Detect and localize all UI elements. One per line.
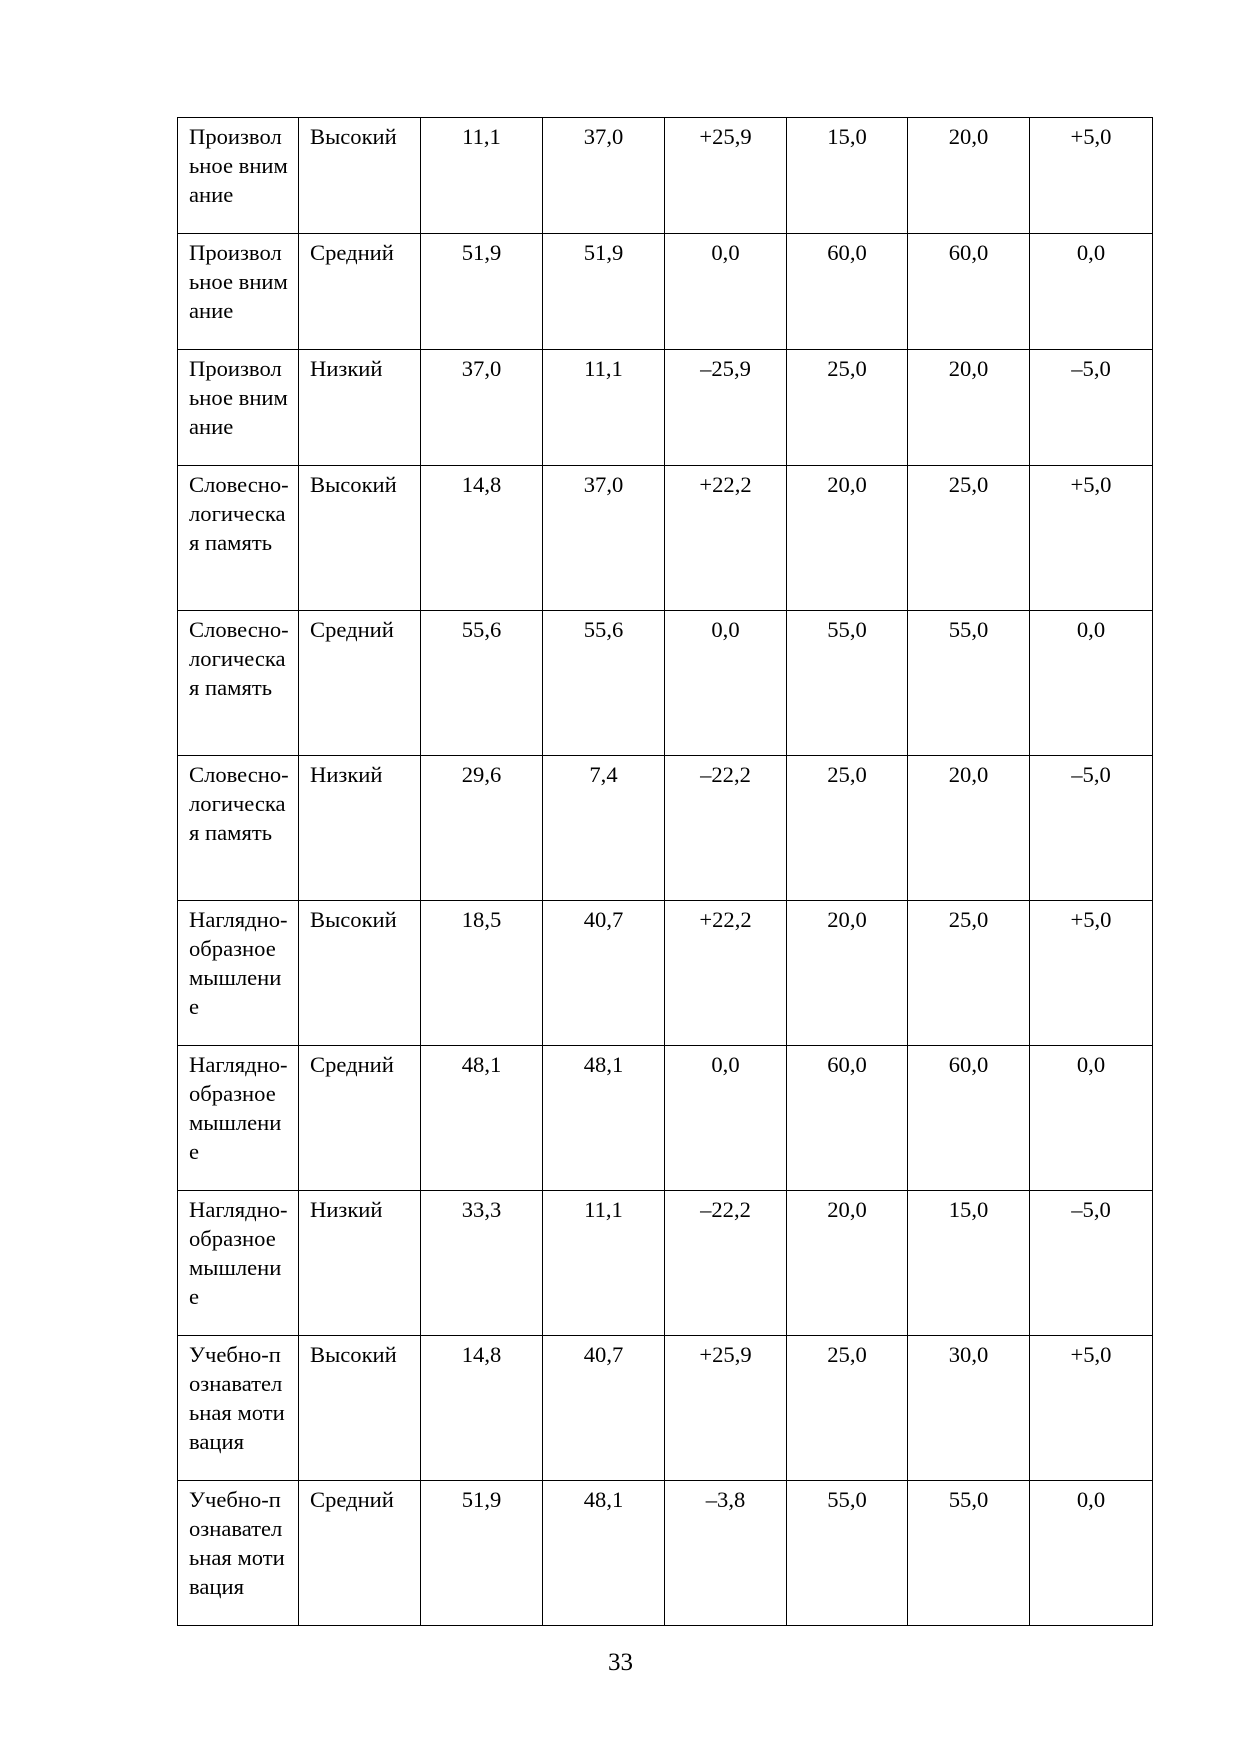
value-cell: 48,1 <box>543 1481 665 1626</box>
level-cell: Средний <box>299 1481 421 1626</box>
value-cell: 30,0 <box>908 1336 1030 1481</box>
parameter-cell: Произвольное внимание <box>178 118 299 234</box>
value-cell: 55,0 <box>908 1481 1030 1626</box>
value-cell: 7,4 <box>543 756 665 901</box>
value-cell: 48,1 <box>421 1046 543 1191</box>
value-cell: –22,2 <box>665 756 787 901</box>
value-cell: –5,0 <box>1030 1191 1153 1336</box>
value-cell: 20,0 <box>908 118 1030 234</box>
value-cell: 33,3 <box>421 1191 543 1336</box>
value-cell: 11,1 <box>421 118 543 234</box>
value-cell: 20,0 <box>787 1191 908 1336</box>
parameter-cell: Произвольное внимание <box>178 350 299 466</box>
value-cell: 20,0 <box>908 756 1030 901</box>
level-cell: Низкий <box>299 1191 421 1336</box>
value-cell: 0,0 <box>1030 1481 1153 1626</box>
value-cell: 0,0 <box>1030 234 1153 350</box>
level-cell: Высокий <box>299 1336 421 1481</box>
value-cell: 0,0 <box>665 234 787 350</box>
value-cell: –3,8 <box>665 1481 787 1626</box>
level-cell: Высокий <box>299 466 421 611</box>
value-cell: +22,2 <box>665 466 787 611</box>
value-cell: 51,9 <box>543 234 665 350</box>
value-cell: 37,0 <box>421 350 543 466</box>
value-cell: 15,0 <box>787 118 908 234</box>
value-cell: 55,6 <box>421 611 543 756</box>
value-cell: 51,9 <box>421 1481 543 1626</box>
value-cell: 25,0 <box>787 756 908 901</box>
results-table <box>177 117 1153 1626</box>
page-number: 33 <box>608 1649 633 1676</box>
table-row <box>178 466 1153 611</box>
value-cell: 0,0 <box>1030 1046 1153 1191</box>
table-row <box>178 118 1153 234</box>
value-cell: +5,0 <box>1030 1336 1153 1481</box>
parameter-cell: Учебно-познавательная мотивация <box>178 1481 299 1626</box>
table-body <box>178 118 1153 1626</box>
value-cell: –5,0 <box>1030 350 1153 466</box>
value-cell: 37,0 <box>543 466 665 611</box>
value-cell: +25,9 <box>665 118 787 234</box>
value-cell: 55,0 <box>787 611 908 756</box>
value-cell: –22,2 <box>665 1191 787 1336</box>
parameter-cell: Словесно-логическая память <box>178 611 299 756</box>
value-cell: 48,1 <box>543 1046 665 1191</box>
level-cell: Высокий <box>299 118 421 234</box>
table-row <box>178 611 1153 756</box>
level-cell: Низкий <box>299 350 421 466</box>
table-row <box>178 234 1153 350</box>
value-cell: +5,0 <box>1030 118 1153 234</box>
value-cell: 55,0 <box>908 611 1030 756</box>
parameter-cell: Наглядно-образное мышление <box>178 1191 299 1336</box>
parameter-cell: Наглядно-образное мышление <box>178 901 299 1046</box>
table-row <box>178 1481 1153 1626</box>
value-cell: 40,7 <box>543 901 665 1046</box>
value-cell: 60,0 <box>787 234 908 350</box>
level-cell: Высокий <box>299 901 421 1046</box>
value-cell: 15,0 <box>908 1191 1030 1336</box>
value-cell: 18,5 <box>421 901 543 1046</box>
value-cell: 40,7 <box>543 1336 665 1481</box>
value-cell: 60,0 <box>787 1046 908 1191</box>
parameter-cell: Словесно-логическая память <box>178 466 299 611</box>
value-cell: 25,0 <box>908 901 1030 1046</box>
table-row <box>178 1046 1153 1191</box>
value-cell: 60,0 <box>908 234 1030 350</box>
parameter-cell: Произвольное внимание <box>178 234 299 350</box>
level-cell: Низкий <box>299 756 421 901</box>
value-cell: 0,0 <box>665 611 787 756</box>
level-cell: Средний <box>299 234 421 350</box>
value-cell: 60,0 <box>908 1046 1030 1191</box>
table-row <box>178 1336 1153 1481</box>
value-cell: 55,6 <box>543 611 665 756</box>
value-cell: +5,0 <box>1030 901 1153 1046</box>
value-cell: +5,0 <box>1030 466 1153 611</box>
value-cell: 20,0 <box>787 466 908 611</box>
parameter-cell: Наглядно-образное мышление <box>178 1046 299 1191</box>
table-row <box>178 1191 1153 1336</box>
value-cell: 25,0 <box>787 1336 908 1481</box>
value-cell: 11,1 <box>543 350 665 466</box>
value-cell: 51,9 <box>421 234 543 350</box>
value-cell: 25,0 <box>787 350 908 466</box>
value-cell: 11,1 <box>543 1191 665 1336</box>
value-cell: +22,2 <box>665 901 787 1046</box>
level-cell: Средний <box>299 1046 421 1191</box>
value-cell: –25,9 <box>665 350 787 466</box>
table-row <box>178 756 1153 901</box>
table-row <box>178 901 1153 1046</box>
value-cell: 20,0 <box>908 350 1030 466</box>
value-cell: 20,0 <box>787 901 908 1046</box>
value-cell: 29,6 <box>421 756 543 901</box>
value-cell: 25,0 <box>908 466 1030 611</box>
parameter-cell: Учебно-познавательная мотивация <box>178 1336 299 1481</box>
parameter-cell: Словесно-логическая память <box>178 756 299 901</box>
value-cell: 37,0 <box>543 118 665 234</box>
value-cell: 14,8 <box>421 466 543 611</box>
level-cell: Средний <box>299 611 421 756</box>
value-cell: 55,0 <box>787 1481 908 1626</box>
value-cell: 0,0 <box>665 1046 787 1191</box>
table-row <box>178 350 1153 466</box>
value-cell: –5,0 <box>1030 756 1153 901</box>
value-cell: 0,0 <box>1030 611 1153 756</box>
value-cell: 14,8 <box>421 1336 543 1481</box>
value-cell: +25,9 <box>665 1336 787 1481</box>
